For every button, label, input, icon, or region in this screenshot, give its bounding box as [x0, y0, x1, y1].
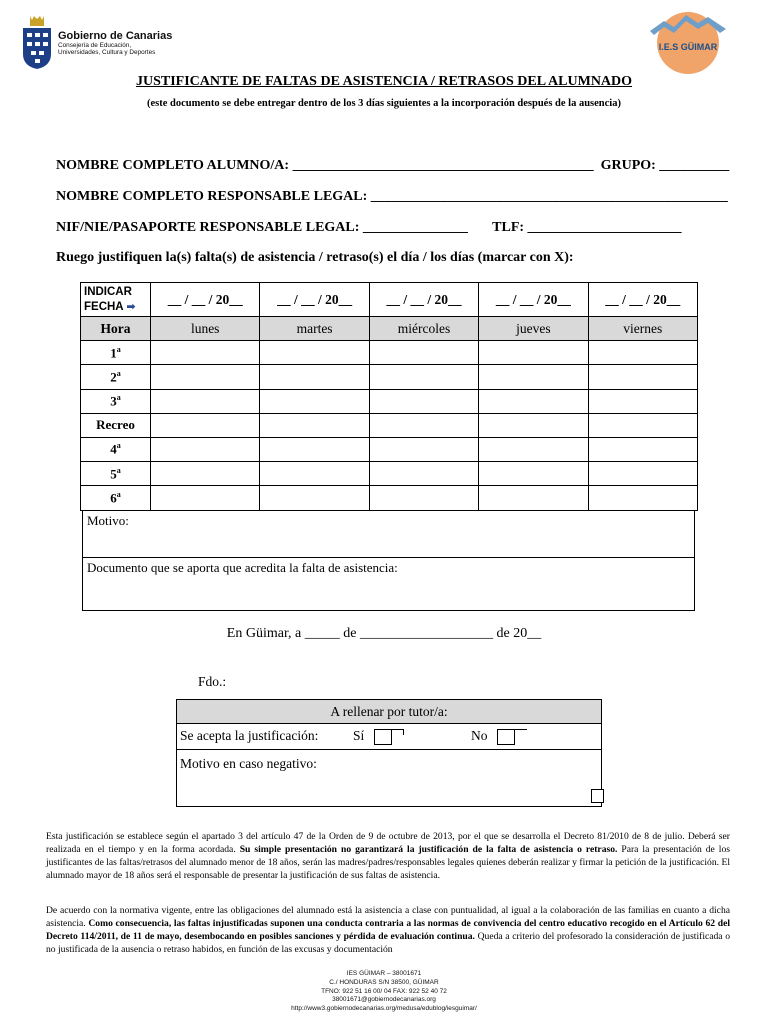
signature-label[interactable]: Fdo.: [198, 674, 227, 689]
hour-number: 4 [110, 441, 117, 457]
attendance-cell[interactable] [151, 389, 260, 413]
hour-number: Recreo [96, 417, 135, 433]
legal-p2-b: Como consecuencia, las faltas injustificadas suponen una conducta contraria a las normas de convivencia del centro educativo recogido en el Artículo 62 del Decreto 114/2011, de 11 de mayo, desembocando en posibles sanciones y pérdida de evaluación continua. [46, 918, 730, 943]
legal-p1-c: Para la presentación de los justificantes de las faltas/retrasos del alumnado menor de 18 años, serán las madres/padres/responsables legales quienes deberán realizar y firmar la petición de la justificación. El alumnado mayor de 18 años será el responsable de presentar la justificación de sus faltas de asistencia. [46, 844, 730, 882]
legal-p1-b: Su simple presentación no garantizará la justificación de la falta de asistencia o retraso. [239, 844, 618, 856]
attendance-cell[interactable] [479, 413, 588, 437]
attendance-cell[interactable] [588, 365, 697, 389]
attendance-cell[interactable] [479, 365, 588, 389]
attendance-cell[interactable] [260, 413, 369, 437]
attendance-cell[interactable] [151, 341, 260, 365]
attendance-cell[interactable] [260, 462, 369, 486]
indicar-label: INDICAR [84, 285, 132, 298]
student-name-field[interactable]: NOMBRE COMPLETO ALUMNO/A: ___________________________________________ GRUPO: __________ [56, 158, 730, 173]
attendance-cell[interactable] [479, 486, 588, 510]
hour-ordinal: a [116, 368, 121, 378]
hour-label [81, 389, 151, 413]
footer-school-code: IES GÜIMAR – 38001671 [346, 970, 422, 977]
legal-p2-a: De acuerdo con la normativa vigente, entre las obligaciones del alumnado está la asistencia a clase con puntualidad, al igual a la colaboración de las familias en cuanto a dicha asistencia. [46, 905, 730, 930]
hour-row [81, 462, 698, 486]
attendance-cell[interactable] [260, 437, 369, 461]
fecha-label: FECHA [84, 300, 124, 313]
attendance-cell[interactable] [588, 341, 697, 365]
hour-number: 5 [110, 465, 117, 481]
justification-request: Ruego justifiquen la(s) falta(s) de asistencia / retraso(s) el día / los días (marcar con X): [56, 250, 574, 265]
hour-ordinal: a [116, 392, 121, 402]
attendance-cell[interactable] [369, 413, 478, 437]
footer-address: C./ HONDURAS S/N 38500, GÜIMAR [329, 978, 439, 986]
attendance-cell[interactable] [479, 462, 588, 486]
attendance-cell[interactable] [151, 437, 260, 461]
acceptance-row [177, 724, 601, 750]
legal-p1-a: Esta justificación se establece según el apartado 3 del artículo 47 de la Orden de 9 de octubre de 2013, por el que se desarrolla el Decreto 81/2010 de 8 de julio. Deberá ser realizada en el tiempo y en la forma acordada. [46, 831, 730, 856]
hour-ordinal: a [116, 344, 121, 354]
hour-label [81, 462, 151, 486]
hour-ordinal: a [116, 489, 121, 499]
hour-label [81, 486, 151, 510]
day-header-tuesday: martes [260, 317, 369, 341]
attendance-cell[interactable] [260, 486, 369, 510]
hour-ordinal: a [116, 441, 121, 451]
hour-number: 1 [110, 344, 117, 360]
footer-website[interactable]: http://www3.gobiernodecanarias.org/medusa/edublog/iesguimar/ [291, 1005, 477, 1013]
tutor-section [176, 699, 602, 807]
hour-row [81, 389, 698, 413]
no-checkbox-tail [515, 729, 527, 735]
attendance-cell[interactable] [151, 462, 260, 486]
legal-paragraph-2 [46, 904, 730, 956]
date-cell-thursday[interactable]: __ / __ / 20__ [479, 283, 588, 317]
date-cell-tuesday[interactable]: __ / __ / 20__ [260, 283, 369, 317]
school-footer [0, 970, 768, 1014]
hour-row [81, 437, 698, 461]
attendance-cell[interactable] [588, 389, 697, 413]
day-header-monday: lunes [151, 317, 260, 341]
department-line-2: Universidades, Cultura y Deportes [58, 49, 156, 57]
gobierno-canarias-logo [22, 14, 192, 72]
hour-number: 6 [110, 490, 117, 506]
hour-number: 3 [110, 393, 117, 409]
attendance-cell[interactable] [369, 462, 478, 486]
attendance-cell[interactable] [369, 486, 478, 510]
hour-label [81, 365, 151, 389]
motivo-label: Motivo: [87, 513, 129, 528]
attendance-table [80, 282, 698, 511]
document-title: JUSTIFICANTE DE FALTAS DE ASISTENCIA / RETRASOS DEL ALUMNADO [135, 74, 633, 89]
accept-label: Se acepta la justificación: [180, 728, 319, 743]
attendance-cell[interactable] [151, 486, 260, 510]
indicar-fecha-cell [81, 283, 151, 317]
day-header-friday: viernes [588, 317, 697, 341]
tutor-header: A rellenar por tutor/a: [177, 700, 601, 724]
date-cell-monday[interactable]: __ / __ / 20__ [151, 283, 260, 317]
ies-logo-graphic [646, 7, 728, 75]
attendance-cell[interactable] [369, 365, 478, 389]
no-checkbox[interactable] [497, 729, 515, 745]
legal-p2-c: Queda a criterio del profesorado la consideración de justificada o no justificada de la ausencia o retraso habidos, en función de las excusas y documentación [46, 931, 731, 956]
guardian-id-field[interactable]: NIF/NIE/PASAPORTE RESPONSABLE LEGAL: _______________ TLF: ______________________ [56, 220, 682, 235]
attendance-cell[interactable] [151, 365, 260, 389]
documento-box[interactable] [82, 557, 695, 611]
attendance-cell[interactable] [588, 413, 697, 437]
hora-header: Hora [81, 317, 151, 341]
attendance-cell[interactable] [588, 486, 697, 510]
hour-row [81, 341, 698, 365]
hour-label [81, 437, 151, 461]
attendance-cell[interactable] [369, 341, 478, 365]
day-header-row [81, 317, 698, 341]
government-name: Gobierno de Canarias [58, 30, 173, 42]
yes-label: Sí [353, 728, 365, 743]
day-header-wednesday: miércoles [369, 317, 478, 341]
day-header-thursday: jueves [479, 317, 588, 341]
attendance-cell[interactable] [479, 341, 588, 365]
coat-of-arms-icon [22, 14, 52, 70]
hour-number: 2 [110, 369, 117, 385]
attendance-cell[interactable] [588, 462, 697, 486]
hour-row [81, 365, 698, 389]
ies-guimar-logo [646, 7, 728, 75]
yes-checkbox-tail [392, 729, 404, 735]
footer-phone-fax: TFNO: 922 51 16 00/ 04 FAX: 922 52 40 72 [321, 987, 447, 995]
documento-label: Documento que se aporta que acredita la falta de asistencia: [87, 560, 398, 575]
hour-ordinal: a [116, 465, 121, 475]
motivo-box[interactable] [82, 510, 695, 558]
negative-reason-label: Motivo en caso negativo: [180, 756, 317, 771]
attendance-cell[interactable] [479, 389, 588, 413]
attendance-cell[interactable] [260, 365, 369, 389]
department-line-1: Consejería de Educación, [58, 42, 132, 49]
hour-row [81, 486, 698, 510]
date-row [81, 283, 698, 317]
attendance-cell[interactable] [260, 341, 369, 365]
attendance-cell[interactable] [369, 437, 478, 461]
hour-label [81, 341, 151, 365]
attendance-cell[interactable] [151, 413, 260, 437]
legal-paragraph-1 [46, 830, 730, 882]
arrow-right-icon: ➡ [126, 300, 136, 313]
attendance-cell[interactable] [479, 437, 588, 461]
yes-checkbox[interactable] [374, 729, 392, 745]
guardian-name-field[interactable]: NOMBRE COMPLETO RESPONSABLE LEGAL: ___________________________________________________ [56, 189, 728, 204]
attendance-cell[interactable] [588, 437, 697, 461]
hour-label [81, 413, 151, 437]
hour-row [81, 413, 698, 437]
attendance-cell[interactable] [260, 389, 369, 413]
footer-email[interactable]: 38001671@gobiernodecanarias.org [332, 996, 436, 1004]
document-subtitle: (este documento se debe entregar dentro de los 3 días siguientes a la incorporación después de la ausencia) [147, 98, 621, 109]
corner-marker [591, 789, 604, 803]
attendance-cell[interactable] [369, 389, 478, 413]
date-cell-friday[interactable]: __ / __ / 20__ [588, 283, 697, 317]
no-label: No [471, 728, 488, 743]
place-date-line[interactable]: En Güimar, a _____ de ___________________ de 20__ [226, 626, 542, 641]
svg-text:I.E.S GÜIMAR: I.E.S GÜIMAR [658, 42, 718, 52]
date-cell-wednesday[interactable]: __ / __ / 20__ [369, 283, 478, 317]
